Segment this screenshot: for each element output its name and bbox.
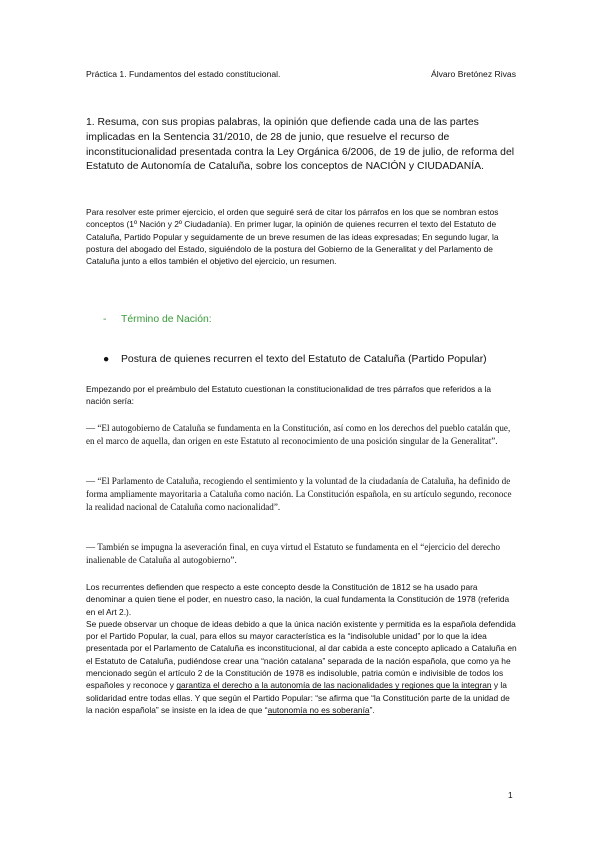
header-course-title: Práctica 1. Fundamentos del estado constitucional.	[86, 69, 281, 79]
analysis-underlined-text: garantiza el derecho a la autonomía de las nacionalidades y regiones que la integran	[176, 680, 492, 691]
quote-2: — “El Parlamento de Cataluña, recogiendo el sentimiento y la voluntad de la ciudadanía de Cataluña, ha definido de forma ampliamente mayoritaria a Cataluña como nación. La Constitución española, en su artículo segundo, reconoce la realidad nacional de Cataluña como nacionalidad”.	[86, 476, 512, 512]
page-header	[86, 69, 516, 79]
section-heading-text: Término de Nación:	[121, 314, 212, 325]
analysis-underlined-text-2: autonomía no es soberanía	[267, 704, 370, 715]
paragraph-analysis-part-1: Los recurrentes defienden que respecto a este concepto desde la Constitución de 1812 se ha usado para denominar a quien tiene el poder, en nuestro caso, la nación, la cual fundamenta la Constitución de 1978 (referida en el Art 2.).	[86, 582, 510, 617]
quote-3: — También se impugna la aseveración final, en cuya virtud el Estatuto se fundamenta en el “ejercicio del derecho inalienable de Cataluña al autogobierno”.	[86, 542, 501, 565]
analysis-text-start: Se puede observar un choque de ideas debido a que la única nación existente y permitida es la española defendida por el Partido Popular, la cual, para ellos su mayor característica es la “indisoluble unidad” por lo que la idea presentada por el Parlamento de Cataluña es inconstitucional, al dar cabida a este concepto aplicado a Cataluña en el Estatuto de Cataluña, pudiéndose crear una “nación catalana” separada de la nación española, que como ya he mencionado según el artículo 2 de la Constitución de 1978 es indisoluble, patria común e indivisible de todos los españoles y reconoce y	[86, 618, 517, 691]
analysis-text-mid: y la solidaridad entre todas ellas. Y que según el Partido Popular: “se afirma que “la Constitución parte de la unidad de la nación española” se insiste en la idea de que “	[86, 680, 510, 715]
paragraph-analysis-part-2	[86, 618, 518, 716]
analysis-text-end: ”.	[369, 704, 375, 715]
question-heading: 1. Resuma, con sus propias palabras, la opinión que defiende cada una de las partes implicadas en la Sentencia 31/2010, de 28 de junio, que resuelve el recurso de inconstitucionalidad presentada contra la Ley Orgánica 6/2006, de 19 de julio, de reforma del Estatuto de Autonomía de Cataluña, sobre los conceptos de NACIÓN y CIUDADANÍA.	[86, 117, 515, 173]
intro-paragraph: Para resolver este primer ejercicio, el orden que seguiré será de citar los párrafos en los que se nombran estos conceptos (1º Nación y 2º Ciudadanía). En primer lugar, la opinión de quienes recurren el texto del Estatuto de Cataluña, Partido Popular y seguidamente de un breve resumen de las ideas expresadas; En segundo lugar, la postura del abogado del Estado, siguiéndolo de la postura del Gobierno de la Generalitat y del Parlamento de Cataluña junto a ellos también el objetivo del ejercicio, un resumen.	[86, 207, 499, 267]
section-heading	[103, 314, 212, 325]
paragraph-analysis	[86, 581, 518, 716]
paragraph-preamble: Empezando por el preámbulo del Estatuto cuestionan la constitucionalidad de tres párrafos que referidos a la nación sería:	[86, 384, 492, 407]
bullet-heading-text: Postura de quienes recurren el texto del Estatuto de Cataluña (Partido Popular)	[121, 354, 487, 365]
section-dash: -	[103, 314, 107, 325]
bullet-heading	[103, 354, 487, 365]
page-number: 1	[508, 790, 513, 800]
header-author: Álvaro Bretónez Rivas	[430, 69, 516, 79]
bullet-icon: ●	[103, 354, 110, 365]
quote-1: — “El autogobierno de Cataluña se fundamenta en la Constitución, así como en los derechos del pueblo catalán que, en el marco de aquella, dan origen en este Estatuto al reconocimiento de una posición singular de la Generalitat”.	[86, 423, 511, 446]
